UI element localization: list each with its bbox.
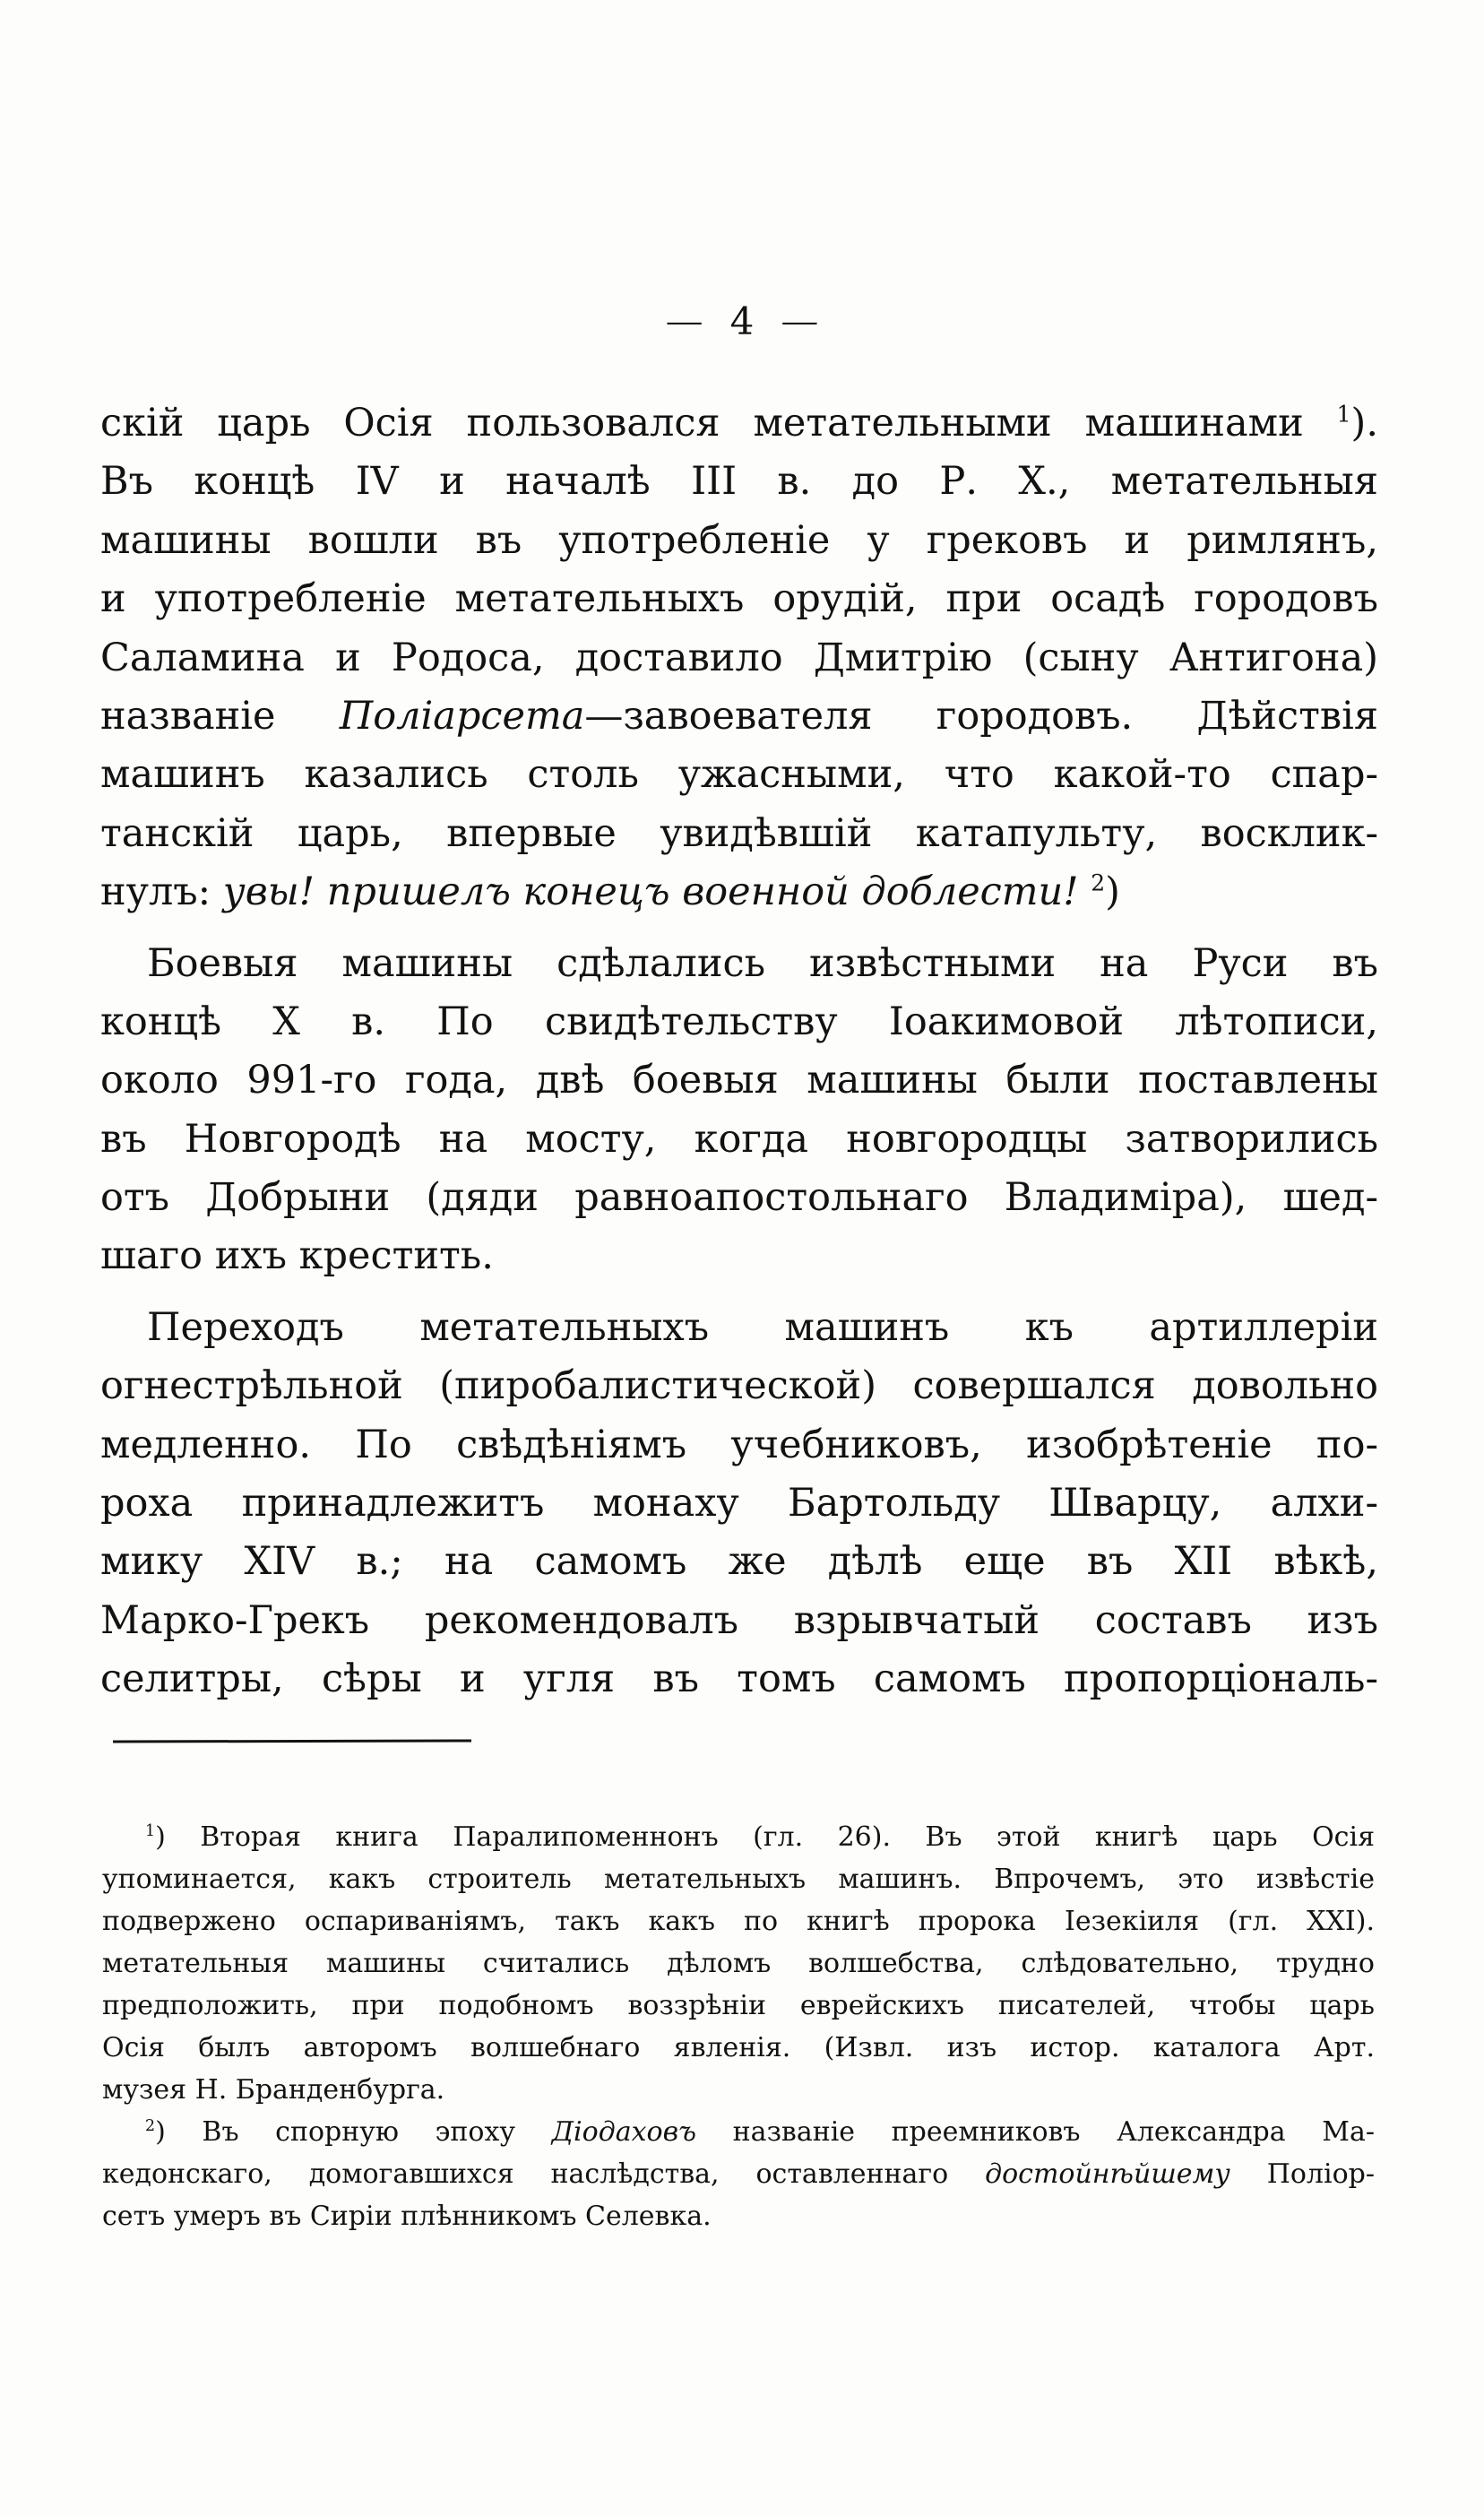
text-line	[102, 1816, 1375, 1858]
text-line	[100, 746, 1378, 804]
text-line	[100, 1357, 1378, 1415]
text-segment: достойнѣйшему	[985, 2158, 1230, 2190]
page-number	[0, 301, 1484, 342]
text-segment: концѣ X в. По свидѣтельству Іоакимовой лѣтописи,	[100, 999, 1378, 1044]
text-line	[100, 1051, 1378, 1110]
text-line	[100, 453, 1378, 511]
page-number-right-dash: —	[781, 304, 819, 340]
text-segment: Переходъ метательныхъ машинъ къ артиллеріи	[147, 1304, 1378, 1350]
text-segment: скій царь Осія пользовался метательными машинами	[100, 401, 1337, 445]
footnotes-block	[102, 1816, 1375, 2237]
text-segment: мику XIV в.; на самомъ же дѣлѣ еще въ XII вѣкѣ,	[100, 1539, 1378, 1585]
text-line	[100, 1169, 1378, 1227]
text-segment: ).	[1350, 401, 1378, 445]
footnote-divider	[113, 1739, 471, 1743]
text-line	[102, 1858, 1375, 1900]
text-segment: Саламина и Родоса, доставило Дмитрію (сыну Антигона)	[100, 635, 1378, 680]
text-segment: селитры, сѣры и угля въ томъ самомъ пропорціональ-	[100, 1656, 1378, 1702]
text-line	[102, 2195, 1375, 2237]
text-segment: названіе преемниковъ Александра Ма-	[696, 2116, 1375, 2148]
text-segment	[1079, 869, 1091, 914]
text-segment: ) Вторая книга Паралипоменнонъ (гл. 26). Въ этой книгѣ царь Осія	[155, 1821, 1375, 1853]
text-segment: машинъ казались столь ужасными, что какой-то спар-	[100, 752, 1378, 798]
text-segment: и употребленіе метательныхъ орудій, при осадѣ городовъ	[100, 576, 1378, 622]
text-line	[100, 394, 1378, 453]
text-segment: ) Въ спорную эпоху	[155, 2116, 552, 2148]
text-segment: предположить, при подобномъ воззрѣніи еврейскихъ писателей, чтобы царь	[102, 1990, 1375, 2021]
text-segment: огнестрѣльной (пиробалистической) совершался довольно	[100, 1363, 1378, 1409]
footnote-marker: 1	[1336, 401, 1351, 428]
text-line	[100, 1592, 1378, 1650]
text-line	[100, 805, 1378, 863]
text-line	[102, 2111, 1375, 2153]
text-line	[100, 1227, 1378, 1285]
paragraph-machines-in-rus	[100, 935, 1378, 1286]
text-segment: медленно. По свѣдѣніямъ учебниковъ, изобрѣтеніе по-	[100, 1422, 1378, 1467]
footnote-marker: 2	[145, 2117, 156, 2135]
text-segment: увы! пришелъ конецъ военной доблести!	[222, 869, 1079, 915]
text-line	[100, 1111, 1378, 1169]
text-line	[100, 1650, 1378, 1708]
footnote-marker: 1	[145, 1822, 156, 1840]
text-segment: шаго ихъ крестить.	[100, 1233, 494, 1279]
text-segment: отъ Добрыни (дяди равноапостольнаго Владиміра), шед-	[100, 1175, 1378, 1221]
text-segment: танскій царь, впервые увидѣвшій катапульту, восклик-	[100, 810, 1378, 856]
text-line	[100, 935, 1378, 993]
text-line	[102, 1985, 1375, 2027]
text-segment: Поліор-	[1229, 2158, 1375, 2190]
text-segment: въ Новгородѣ на мосту, когда новгородцы затворились	[100, 1116, 1378, 1162]
text-line	[100, 629, 1378, 688]
footnote-1	[102, 1816, 1375, 2111]
text-line	[100, 688, 1378, 746]
text-segment: —завоевателя городовъ. Дѣйствія	[584, 693, 1378, 739]
text-line	[100, 512, 1378, 570]
text-segment: нулъ:	[100, 869, 223, 915]
text-segment: упоминается, какъ строитель метательныхъ машинъ. Впрочемъ, это извѣстіе	[102, 1864, 1375, 1895]
text-segment: подвержено оспариваніямъ, такъ какъ по книгѣ пророка Іезекіиля (гл. XXI).	[102, 1906, 1375, 1937]
page-number-left-dash: —	[665, 304, 703, 340]
footnote-marker: 2	[1091, 869, 1106, 896]
page-number-value: 4	[729, 299, 755, 343]
text-segment: Марко-Грекъ рекомендовалъ взрывчатый составъ изъ	[100, 1597, 1378, 1643]
text-segment: Діодаховъ	[551, 2116, 697, 2148]
text-line	[102, 1942, 1375, 1985]
text-line	[102, 2153, 1375, 2195]
text-segment: сетъ умеръ въ Сиріи плѣнникомъ Селевка.	[102, 2201, 712, 2232]
footnote-2	[102, 2111, 1375, 2237]
text-line	[100, 570, 1378, 628]
text-line	[102, 2069, 1375, 2111]
text-segment: роха принадлежитъ монаху Бартольду Шварцу, алхи-	[100, 1481, 1378, 1527]
text-segment: названіе	[100, 693, 340, 739]
text-line	[100, 1475, 1378, 1533]
text-line	[102, 1900, 1375, 1942]
text-segment: машины вошли въ употребленіе у грековъ и римлянъ,	[100, 517, 1378, 563]
paragraph-transition-to-artillery	[100, 1299, 1378, 1709]
text-segment: около 991-го года, двѣ боевыя машины были поставлены	[100, 1058, 1378, 1103]
text-segment: кедонскаго, домогавшихся наслѣдства, оставленнаго	[102, 2158, 986, 2190]
text-segment: )	[1105, 869, 1120, 915]
text-line	[100, 993, 1378, 1051]
text-segment: метательныя машины считались дѣломъ волшебства, слѣдовательно, трудно	[102, 1948, 1375, 1979]
text-line	[100, 1533, 1378, 1591]
text-line	[100, 1299, 1378, 1357]
text-segment: Поліарсета	[339, 693, 585, 739]
text-line	[102, 2027, 1375, 2069]
text-segment: Въ концѣ IV и началѣ III в. до Р. Х., метательныя	[100, 459, 1378, 505]
text-line	[100, 1416, 1378, 1475]
main-text-block	[100, 394, 1378, 1709]
paragraph-siege-machines	[100, 394, 1378, 922]
text-segment: музея Н. Бранденбурга.	[102, 2074, 445, 2106]
text-segment: Боевыя машины сдѣлались извѣстными на Руси въ	[147, 940, 1378, 986]
text-segment: Осія былъ авторомъ волшебнаго явленія. (Извл. изъ истор. каталога Арт.	[102, 2032, 1375, 2063]
text-line	[100, 863, 1378, 921]
